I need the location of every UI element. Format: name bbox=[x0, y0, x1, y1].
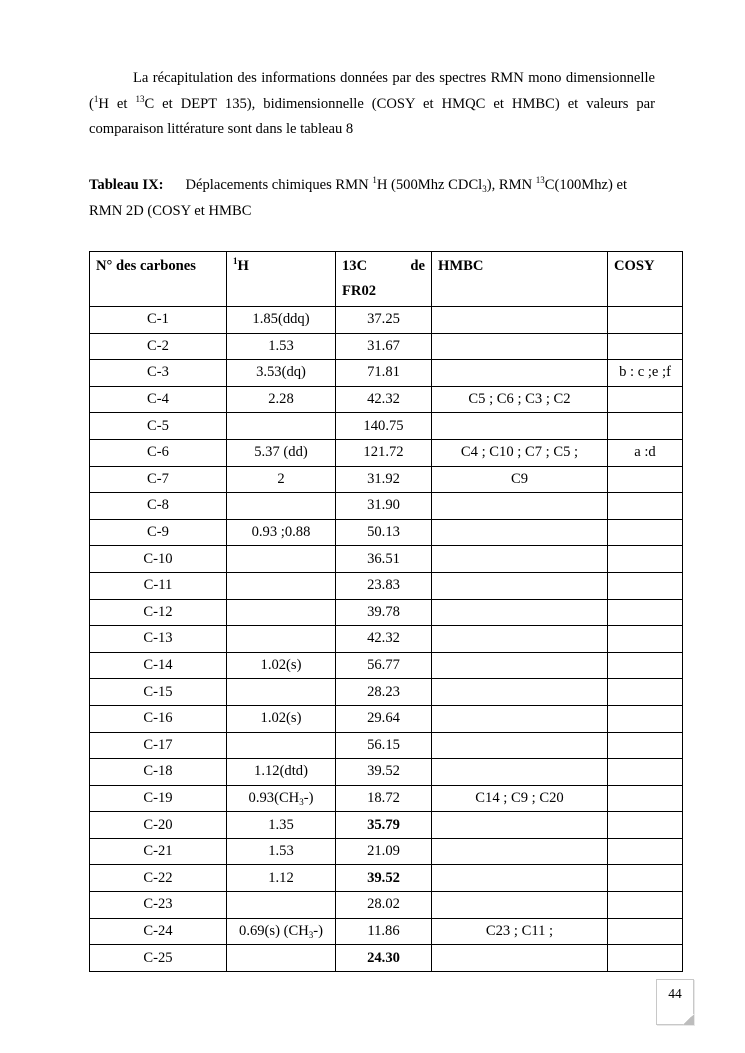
cell-carbon: C-14 bbox=[90, 652, 227, 679]
cell-1h bbox=[227, 679, 336, 706]
cell-1h: 1.85(ddq) bbox=[227, 307, 336, 334]
cell-1h: 1.35 bbox=[227, 812, 336, 839]
cell-carbon: C-6 bbox=[90, 439, 227, 466]
cell-13c: 23.83 bbox=[336, 572, 432, 599]
intro-text: La récapitulation des informations données par des spectres RMN mono dimensionnelle ( bbox=[89, 70, 655, 112]
nmr-table bbox=[89, 251, 683, 972]
cell-hmbc: C14 ; C9 ; C20 bbox=[432, 785, 608, 812]
cell-carbon: C-11 bbox=[90, 572, 227, 599]
cell-hmbc bbox=[432, 945, 608, 972]
caption-text: Déplacements chimiques RMN bbox=[185, 177, 373, 193]
cell-13c: 31.90 bbox=[336, 493, 432, 520]
cell-1h: 2.28 bbox=[227, 386, 336, 413]
cell-carbon: C-10 bbox=[90, 546, 227, 573]
header-cosy bbox=[608, 252, 683, 307]
cell-1h bbox=[227, 572, 336, 599]
cell-carbon: C-25 bbox=[90, 945, 227, 972]
cell-13c: 71.81 bbox=[336, 360, 432, 387]
cell-1h bbox=[227, 599, 336, 626]
page-fold-corner bbox=[683, 1014, 694, 1025]
table-row bbox=[90, 333, 683, 360]
cell-1h bbox=[227, 493, 336, 520]
cell-cosy: a :d bbox=[608, 439, 683, 466]
cell-carbon: C-9 bbox=[90, 519, 227, 546]
cell-13c: 140.75 bbox=[336, 413, 432, 440]
cell-carbon: C-8 bbox=[90, 493, 227, 520]
cell-hmbc bbox=[432, 759, 608, 786]
cell-13c: 11.86 bbox=[336, 918, 432, 945]
cell-hmbc bbox=[432, 732, 608, 759]
cell-1h: 1.12 bbox=[227, 865, 336, 892]
cell-cosy bbox=[608, 546, 683, 573]
cell-1h: 3.53(dq) bbox=[227, 360, 336, 387]
cell-hmbc bbox=[432, 652, 608, 679]
cell-hmbc bbox=[432, 360, 608, 387]
caption-text: H (500Mhz CDCl bbox=[376, 177, 483, 193]
intro-sup-c: 13 bbox=[135, 93, 145, 104]
cell-cosy bbox=[608, 599, 683, 626]
cell-13c bbox=[336, 812, 432, 839]
cell-13c: 18.72 bbox=[336, 785, 432, 812]
cell-carbon: C-21 bbox=[90, 838, 227, 865]
header-carbon-label: N° des carbones bbox=[96, 258, 196, 274]
table-row bbox=[90, 812, 683, 839]
table-row bbox=[90, 918, 683, 945]
table-row bbox=[90, 599, 683, 626]
cell-13c: 36.51 bbox=[336, 546, 432, 573]
cell-1h: 1.02(s) bbox=[227, 705, 336, 732]
cell-13c: 31.67 bbox=[336, 333, 432, 360]
cell-carbon: C-15 bbox=[90, 679, 227, 706]
cell-hmbc bbox=[432, 519, 608, 546]
table-row bbox=[90, 572, 683, 599]
table-header-row bbox=[90, 252, 683, 307]
table-row bbox=[90, 493, 683, 520]
cell-cosy bbox=[608, 945, 683, 972]
cell-cosy: b : c ;e ;f bbox=[608, 360, 683, 387]
cell-cosy bbox=[608, 892, 683, 919]
cell-cosy bbox=[608, 519, 683, 546]
table-row bbox=[90, 705, 683, 732]
cell-carbon: C-2 bbox=[90, 333, 227, 360]
bold-value: 35.79 bbox=[367, 816, 400, 833]
cell-13c: 56.15 bbox=[336, 732, 432, 759]
cell-hmbc bbox=[432, 546, 608, 573]
table-row bbox=[90, 838, 683, 865]
cell-1h: 5.37 (dd) bbox=[227, 439, 336, 466]
cell-1h: 1.53 bbox=[227, 333, 336, 360]
cell-hmbc: C4 ; C10 ; C7 ; C5 ; bbox=[432, 439, 608, 466]
bold-value: 24.30 bbox=[367, 949, 400, 966]
cell-carbon: C-23 bbox=[90, 892, 227, 919]
cell-13c: 29.64 bbox=[336, 705, 432, 732]
cell-carbon: C-24 bbox=[90, 918, 227, 945]
header-13c-de: de bbox=[410, 258, 425, 274]
cell-1h: 0.93 ;0.88 bbox=[227, 519, 336, 546]
table-row bbox=[90, 466, 683, 493]
cell-hmbc bbox=[432, 307, 608, 334]
cell-cosy bbox=[608, 838, 683, 865]
cell-1h bbox=[227, 626, 336, 653]
cell-cosy bbox=[608, 572, 683, 599]
cell-hmbc: C5 ; C6 ; C3 ; C2 bbox=[432, 386, 608, 413]
table-row bbox=[90, 759, 683, 786]
cell-13c bbox=[336, 865, 432, 892]
intro-text: C et DEPT 135), bidimensionnelle (COSY et HMQC et HMBC) et valeurs par comparaison littérature sont dans le tableau 8 bbox=[89, 95, 655, 137]
cell-carbon: C-4 bbox=[90, 386, 227, 413]
cell-hmbc: C23 ; C11 ; bbox=[432, 918, 608, 945]
caption-sup-c: 13 bbox=[535, 175, 545, 185]
cell-hmbc bbox=[432, 493, 608, 520]
table-row bbox=[90, 519, 683, 546]
cell-carbon: C-12 bbox=[90, 599, 227, 626]
cell-13c: 39.52 bbox=[336, 759, 432, 786]
cell-hmbc bbox=[432, 679, 608, 706]
cell-1h bbox=[227, 732, 336, 759]
table-row bbox=[90, 892, 683, 919]
cell-carbon: C-7 bbox=[90, 466, 227, 493]
cell-13c bbox=[336, 945, 432, 972]
cell-hmbc bbox=[432, 333, 608, 360]
cell-cosy bbox=[608, 918, 683, 945]
cell-carbon: C-19 bbox=[90, 785, 227, 812]
cell-cosy bbox=[608, 785, 683, 812]
cell-13c: 28.23 bbox=[336, 679, 432, 706]
header-h bbox=[227, 252, 336, 307]
page-number-box bbox=[656, 979, 694, 1025]
cell-hmbc bbox=[432, 626, 608, 653]
cell-cosy bbox=[608, 413, 683, 440]
table-row bbox=[90, 307, 683, 334]
cell-13c: 50.13 bbox=[336, 519, 432, 546]
cell-13c: 28.02 bbox=[336, 892, 432, 919]
cell-1h: 1.02(s) bbox=[227, 652, 336, 679]
cell-cosy bbox=[608, 333, 683, 360]
cell-hmbc bbox=[432, 705, 608, 732]
cell-cosy bbox=[608, 307, 683, 334]
cell-13c: 21.09 bbox=[336, 838, 432, 865]
cell-carbon: C-5 bbox=[90, 413, 227, 440]
table-row bbox=[90, 439, 683, 466]
cell-carbon: C-13 bbox=[90, 626, 227, 653]
cell-carbon: C-3 bbox=[90, 360, 227, 387]
table-row bbox=[90, 732, 683, 759]
cell-cosy bbox=[608, 865, 683, 892]
cell-1h bbox=[227, 413, 336, 440]
cell-hmbc bbox=[432, 812, 608, 839]
caption-text: ), RMN bbox=[486, 177, 536, 193]
cell-1h: 1.53 bbox=[227, 838, 336, 865]
table-row bbox=[90, 626, 683, 653]
table-row bbox=[90, 546, 683, 573]
cell-carbon: C-18 bbox=[90, 759, 227, 786]
cell-cosy bbox=[608, 732, 683, 759]
cell-cosy bbox=[608, 652, 683, 679]
header-hmbc bbox=[432, 252, 608, 307]
cell-1h bbox=[227, 892, 336, 919]
table-row bbox=[90, 652, 683, 679]
cell-1h: 2 bbox=[227, 466, 336, 493]
cell-hmbc bbox=[432, 892, 608, 919]
cell-hmbc bbox=[432, 865, 608, 892]
table-row bbox=[90, 386, 683, 413]
intro-text: H et bbox=[98, 95, 136, 112]
intro-sup-h: 1 bbox=[93, 93, 99, 104]
table-caption bbox=[89, 173, 659, 224]
cell-13c: 39.78 bbox=[336, 599, 432, 626]
cell-carbon: C-16 bbox=[90, 705, 227, 732]
cell-13c: 42.32 bbox=[336, 626, 432, 653]
cell-13c: 121.72 bbox=[336, 439, 432, 466]
table-row bbox=[90, 945, 683, 972]
cell-hmbc bbox=[432, 572, 608, 599]
header-h-label: H bbox=[237, 258, 249, 274]
cell-hmbc bbox=[432, 838, 608, 865]
header-13c-label: 13C bbox=[342, 258, 368, 274]
cell-cosy bbox=[608, 626, 683, 653]
cell-cosy bbox=[608, 812, 683, 839]
table-row bbox=[90, 413, 683, 440]
table-label: Tableau IX: bbox=[89, 177, 164, 193]
cell-1h: 1.12(dtd) bbox=[227, 759, 336, 786]
cell-13c: 37.25 bbox=[336, 307, 432, 334]
caption-text: C(100Mhz) et RMN 2D (COSY et HMBC bbox=[89, 177, 628, 219]
table-row bbox=[90, 865, 683, 892]
cell-hmbc bbox=[432, 413, 608, 440]
intro-paragraph bbox=[89, 66, 655, 143]
cell-carbon: C-22 bbox=[90, 865, 227, 892]
cell-1h bbox=[227, 945, 336, 972]
cell-13c: 56.77 bbox=[336, 652, 432, 679]
cell-cosy bbox=[608, 705, 683, 732]
header-13c-fr02: FR02 bbox=[342, 283, 377, 299]
cell-carbon: C-17 bbox=[90, 732, 227, 759]
header-h-sup: 1 bbox=[233, 256, 238, 266]
cell-1h: 0.69(s) $(CH_3-)$ bbox=[227, 918, 336, 945]
header-carbon bbox=[90, 252, 227, 307]
cell-cosy bbox=[608, 466, 683, 493]
cell-1h: $0.93(CH_3-)$ bbox=[227, 785, 336, 812]
cell-1h bbox=[227, 546, 336, 573]
cell-cosy bbox=[608, 386, 683, 413]
cell-carbon: C-20 bbox=[90, 812, 227, 839]
cell-cosy bbox=[608, 759, 683, 786]
page-number: 44 bbox=[668, 986, 682, 1001]
cell-cosy bbox=[608, 493, 683, 520]
table-row bbox=[90, 785, 683, 812]
header-cosy-label: COSY bbox=[614, 258, 655, 274]
header-hmbc-label: HMBC bbox=[438, 258, 484, 274]
caption-sub: 3 bbox=[482, 184, 487, 194]
caption-sup-h: 1 bbox=[372, 175, 377, 185]
table-row bbox=[90, 679, 683, 706]
cell-carbon: C-1 bbox=[90, 307, 227, 334]
cell-cosy bbox=[608, 679, 683, 706]
bold-value: 39.52 bbox=[367, 869, 400, 886]
cell-hmbc: C9 bbox=[432, 466, 608, 493]
table-row bbox=[90, 360, 683, 387]
header-13c bbox=[336, 252, 432, 307]
cell-13c: 42.32 bbox=[336, 386, 432, 413]
cell-13c: 31.92 bbox=[336, 466, 432, 493]
cell-hmbc bbox=[432, 599, 608, 626]
